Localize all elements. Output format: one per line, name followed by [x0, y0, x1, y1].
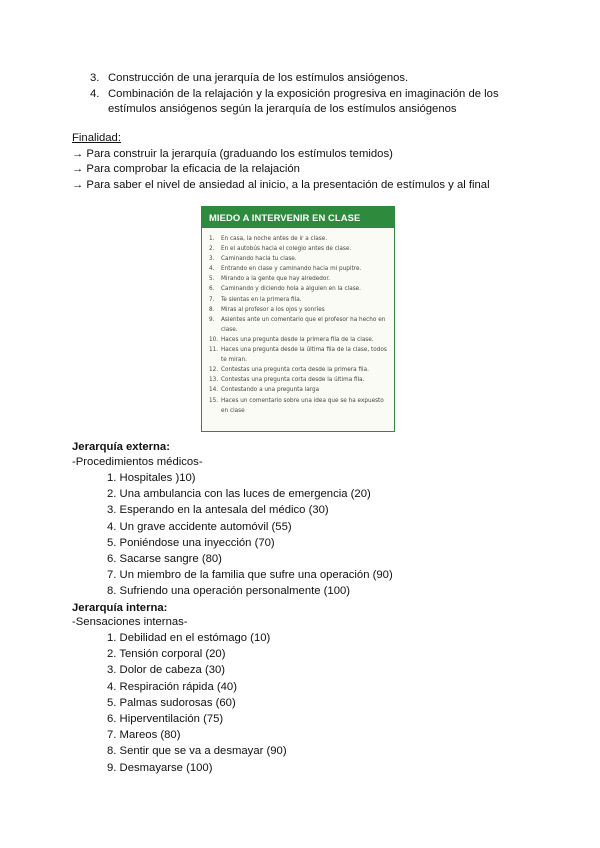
figure-item-text: Miras al profesor a los ojos y sonríes [221, 305, 325, 313]
list-item: 2. Una ambulancia con las luces de emergencia (20) [107, 488, 371, 501]
figure-item-text: En casa, la noche antes de ir a clase. [221, 235, 328, 242]
interna-subtitle: -Sensaciones internas- [72, 616, 188, 628]
figure-item-number: 9. [209, 315, 215, 323]
figure-item-number: 11. [209, 346, 219, 354]
list-item: 1. Debilidad en el estómago (10) [107, 632, 271, 644]
figure-item-text: Haces un comentario sobre una idea que se ha expuesto en clase [221, 396, 384, 414]
figure-item-text: En el autobús hacia el colegio antes de clase. [221, 245, 352, 253]
finalidad-item: → Para saber el nivel de ansiedad al inicio, a la presentación de estímulos y al final [72, 178, 490, 191]
figure-item-number: 13. [209, 376, 219, 384]
fear-hierarchy-figure [201, 206, 395, 432]
figure-item-number: 15. [209, 396, 219, 404]
externa-subtitle: -Procedimientos médicos- [72, 456, 203, 468]
list-item: 8. Sentir que se va a desmayar (90) [107, 745, 287, 758]
list-item: 2. Tensión corporal (20) [107, 648, 226, 661]
finalidad-section [72, 131, 490, 193]
figure-item [209, 295, 390, 305]
list-item: 7. Mareos (80) [107, 729, 181, 742]
figure-item-text: Contestas una pregunta corta desde la primera fila. [221, 366, 369, 374]
list-item: 6. Hiperventilación (75) [107, 713, 224, 726]
figure-item-number: 2. [209, 245, 215, 253]
figure-item-text: Haces una pregunta desde la última fila de la clase, todos te miran. [221, 346, 387, 364]
list-item: 3. Dolor de cabeza (30) [107, 664, 226, 677]
figure-item [209, 335, 390, 345]
figure-list [202, 228, 394, 416]
figure-item-text: Caminando y diciendo hola a alguien en la clase. [221, 285, 361, 293]
figure-item [209, 254, 390, 264]
figure-item [209, 345, 390, 365]
list-item: 1. Hospitales )10) [107, 472, 196, 484]
figure-item [209, 396, 390, 416]
list-item [90, 71, 510, 86]
figure-item-text: Asientes ante un comentario que el profesor ha hecho en clase. [221, 315, 386, 333]
item-number: 3. [90, 72, 100, 84]
figure-item-number: 8. [209, 305, 215, 313]
figure-item-text: Caminando hacia tu clase. [221, 255, 297, 263]
finalidad-item: → Para construir la jerarquía (graduando los estímulos temidos) [72, 147, 393, 160]
finalidad-item: → Para comprobar la eficacia de la relajación [72, 163, 300, 175]
list-item: 5. Palmas sudorosas (60) [107, 696, 236, 709]
list-item: 7. Un miembro de la familia que sufre una operación (90) [107, 569, 393, 582]
interna-title: Jerarquía interna: [72, 602, 168, 614]
interna-list [107, 630, 287, 776]
figure-title: MIEDO A INTERVENIR EN CLASE [202, 207, 394, 228]
figure-item-text: Contestas una pregunta corta desde la última fila. [221, 376, 365, 384]
list-item: 9. Desmayarse (100) [107, 761, 213, 774]
figure-item-number: 10. [209, 335, 219, 343]
figure-item [209, 274, 390, 284]
figure-item-number: 5. [209, 275, 215, 283]
figure-item [209, 284, 390, 294]
figure-item-text: Te sientas en la primera fila. [221, 295, 302, 303]
figure-item [209, 244, 390, 254]
figure-item-text: Entrando en clase y caminando hacia mi pupitre. [221, 265, 362, 273]
figure-item [209, 385, 390, 395]
externa-title: Jerarquía externa: [72, 441, 170, 453]
list-item: 3. Esperando en la antesala del médico (30) [107, 504, 329, 517]
figure-item [209, 264, 390, 274]
figure-item [209, 315, 390, 335]
steps-list [90, 71, 510, 118]
list-item: 6. Sacarse sangre (80) [107, 553, 222, 566]
figure-item-number: 12. [209, 366, 219, 374]
figure-item-number: 3. [209, 255, 215, 263]
figure-item-number: 1. [209, 235, 215, 242]
figure-item-number: 4. [209, 265, 215, 273]
list-item: 4. Un grave accidente automóvil (55) [107, 520, 292, 533]
figure-item-text: Contestando a una pregunta larga [221, 386, 320, 394]
figure-item-text: Mirando a la gente que hay alrededor. [221, 275, 330, 283]
list-item: 4. Respiración rápida (40) [107, 680, 237, 693]
list-item: 8. Sufriendo una operación personalmente (100) [107, 585, 351, 598]
figure-item-number: 6. [209, 285, 215, 293]
figure-item [209, 234, 390, 244]
list-item: 5. Poniéndose una inyección (70) [107, 536, 275, 549]
externa-list [107, 470, 393, 600]
figure-item [209, 365, 390, 375]
finalidad-heading: Finalidad: [72, 132, 121, 144]
figure-item-text: Haces una pregunta desde la primera fila de la clase. [221, 335, 374, 343]
list-item [90, 87, 510, 117]
figure-item [209, 305, 390, 315]
item-number: 4. [90, 88, 100, 100]
figure-item [209, 375, 390, 385]
item-text: Construcción de una jerarquía de los estímulos ansiógenos. [108, 72, 409, 84]
figure-item-number: 14. [209, 386, 219, 394]
figure-item-number: 7. [209, 295, 215, 303]
item-text: Combinación de la relajación y la exposición progresiva en imaginación de los estímulos ansiógenos según la jerarquía de los estímulos ansiógenos [108, 88, 499, 115]
